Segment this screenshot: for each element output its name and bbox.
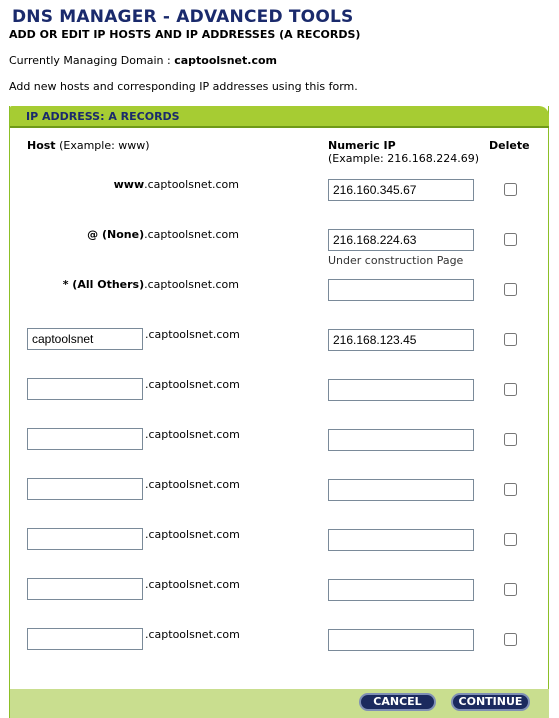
- ip-input[interactable]: [328, 629, 474, 651]
- host-fixed-label: [63, 278, 239, 291]
- managed-domain: captoolsnet.com: [174, 54, 277, 67]
- host-column-label: Host: [27, 139, 56, 152]
- ip-column-example: (Example: 216.168.224.69): [328, 152, 479, 165]
- ip-column-header: [328, 139, 479, 165]
- ip-input[interactable]: [328, 429, 474, 451]
- page-subtitle: ADD OR EDIT IP HOSTS AND IP ADDRESSES (A RECORDS): [9, 28, 361, 41]
- host-fixed-label: [87, 228, 239, 241]
- record-row: [10, 278, 549, 328]
- host-column-header: [27, 139, 150, 152]
- ip-input[interactable]: [328, 179, 474, 201]
- delete-checkbox[interactable]: [504, 383, 517, 396]
- record-row: [10, 178, 549, 228]
- record-row: [10, 528, 549, 578]
- host-input[interactable]: [27, 628, 143, 650]
- host-suffix: .captoolsnet.com: [145, 478, 240, 491]
- a-records-panel: [9, 106, 549, 718]
- delete-checkbox[interactable]: [504, 533, 517, 546]
- page-title: DNS MANAGER - ADVANCED TOOLS: [12, 7, 354, 27]
- cancel-button[interactable]: CANCEL: [359, 693, 436, 711]
- host-name: www: [113, 178, 145, 191]
- delete-checkbox[interactable]: [504, 483, 517, 496]
- delete-column-header: Delete: [489, 139, 530, 152]
- host-column-example: (Example: www): [55, 139, 150, 152]
- host-input[interactable]: [27, 478, 143, 500]
- panel-title: IP ADDRESS: A RECORDS: [26, 110, 180, 123]
- host-input[interactable]: [27, 528, 143, 550]
- delete-checkbox[interactable]: [504, 283, 517, 296]
- host-suffix: .captoolsnet.com: [145, 378, 240, 391]
- record-row: [10, 228, 549, 278]
- ip-input[interactable]: [328, 279, 474, 301]
- host-fixed-label: [114, 178, 239, 191]
- form-instructions: Add new hosts and corresponding IP addresses using this form.: [9, 80, 358, 93]
- domain-info-label: Currently Managing Domain :: [9, 54, 175, 67]
- host-suffix: .captoolsnet.com: [144, 178, 239, 191]
- ip-input[interactable]: [328, 529, 474, 551]
- delete-checkbox[interactable]: [504, 333, 517, 346]
- ip-input[interactable]: [328, 479, 474, 501]
- delete-checkbox[interactable]: [504, 583, 517, 596]
- record-row: [10, 628, 549, 678]
- delete-checkbox[interactable]: [504, 433, 517, 446]
- host-name: @ (None): [87, 228, 145, 241]
- delete-checkbox[interactable]: [504, 633, 517, 646]
- panel-header: [10, 106, 549, 128]
- delete-checkbox[interactable]: [504, 183, 517, 196]
- host-suffix: .captoolsnet.com: [145, 628, 240, 641]
- record-row: [10, 428, 549, 478]
- ip-input[interactable]: [328, 579, 474, 601]
- host-suffix: .captoolsnet.com: [145, 328, 240, 341]
- ip-column-label: Numeric IP: [328, 139, 396, 152]
- record-row: [10, 578, 549, 628]
- host-input[interactable]: [27, 328, 143, 350]
- ip-input[interactable]: [328, 379, 474, 401]
- host-input[interactable]: [27, 378, 143, 400]
- ip-input[interactable]: [328, 229, 474, 251]
- continue-button[interactable]: CONTINUE: [451, 693, 530, 711]
- host-suffix: .captoolsnet.com: [145, 428, 240, 441]
- ip-note: Under construction Page: [328, 254, 464, 267]
- host-suffix: .captoolsnet.com: [145, 578, 240, 591]
- record-row: [10, 378, 549, 428]
- record-row: [10, 328, 549, 378]
- host-input[interactable]: [27, 428, 143, 450]
- host-suffix: .captoolsnet.com: [145, 528, 240, 541]
- host-name: * (All Others): [62, 278, 145, 291]
- host-suffix: .captoolsnet.com: [144, 228, 239, 241]
- panel-footer: [10, 689, 549, 718]
- ip-input[interactable]: [328, 329, 474, 351]
- delete-checkbox[interactable]: [504, 233, 517, 246]
- domain-info: [9, 54, 277, 67]
- host-input[interactable]: [27, 578, 143, 600]
- record-row: [10, 478, 549, 528]
- host-suffix: .captoolsnet.com: [144, 278, 239, 291]
